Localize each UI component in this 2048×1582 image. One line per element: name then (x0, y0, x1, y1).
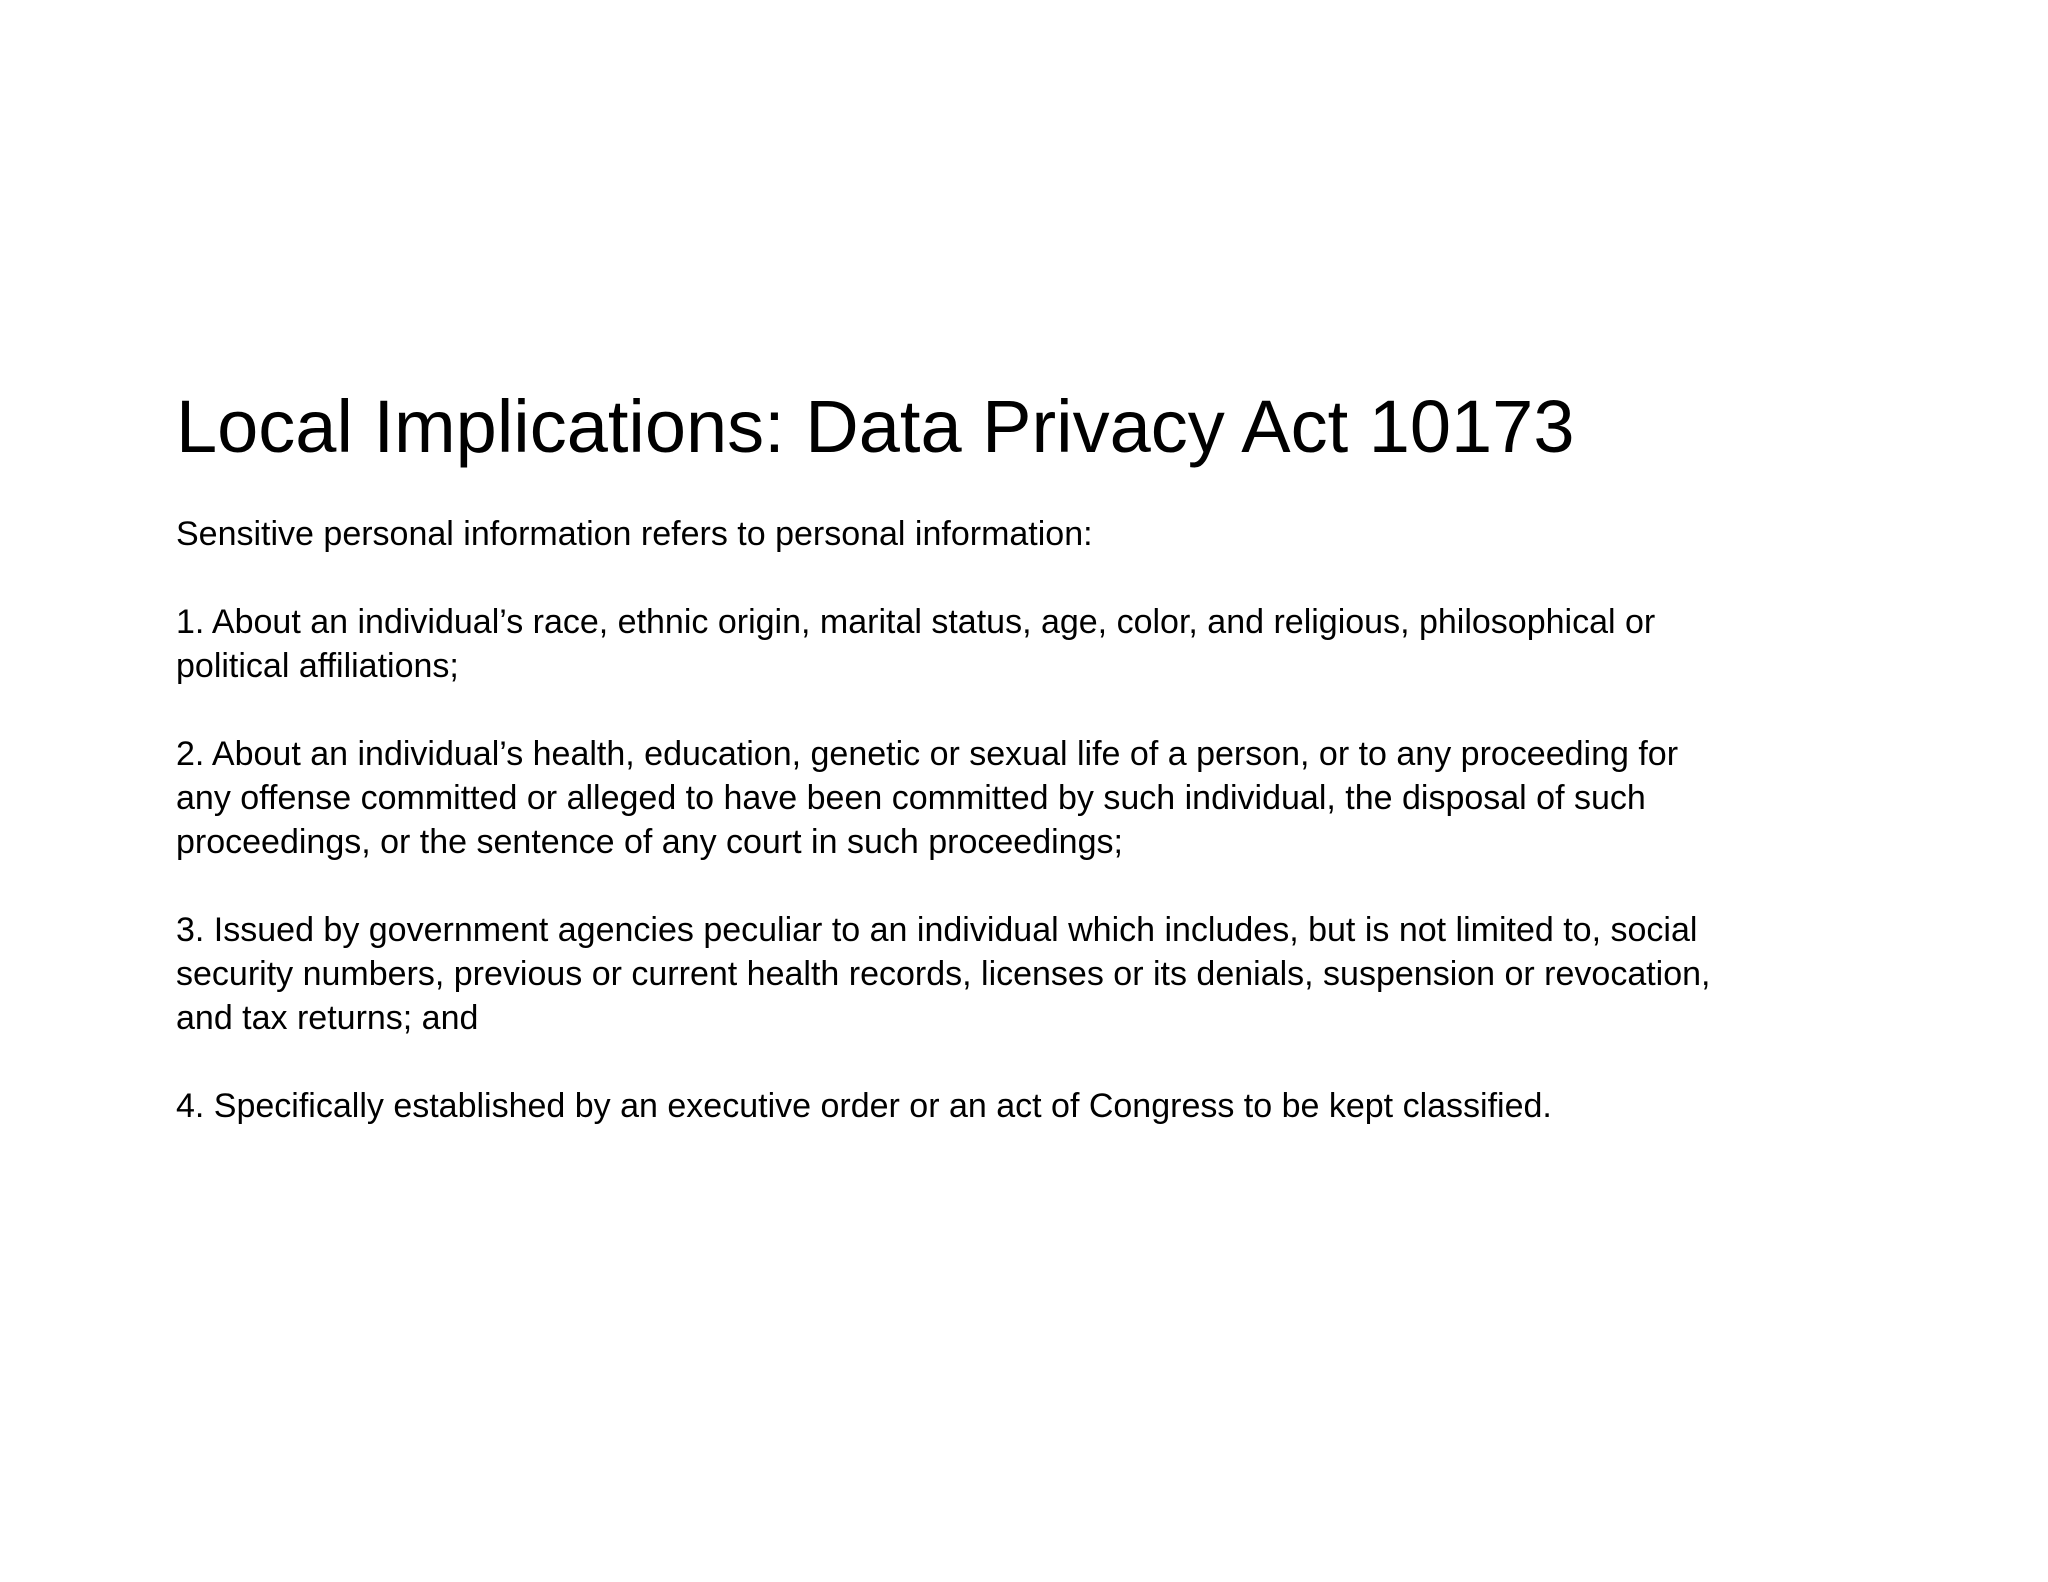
list-item: 2. About an individual’s health, education, genetic or sexual life of a person, or to any proceeding for any offense committed or alleged to have been committed by such individual, the disposal of such proceedings, or the sentence of any court in such proceedings; (176, 735, 1679, 861)
list-item: 4. Specifically established by an executive order or an act of Congress to be kept classified. (176, 1087, 1552, 1125)
slide-body (176, 512, 1856, 1172)
list-item: 3. Issued by government agencies peculiar to an individual which includes, but is not limited to, social security numbers, previous or current health records, licenses or its denials, suspension or revocation, and tax returns; and (176, 911, 1711, 1037)
intro-text: Sensitive personal information refers to personal information: (176, 515, 1093, 553)
list-item: 1. About an individual’s race, ethnic origin, marital status, age, color, and religious, philosophical or political affiliations; (176, 603, 1656, 685)
slide-title: Local Implications: Data Privacy Act 10173 (176, 385, 1575, 468)
